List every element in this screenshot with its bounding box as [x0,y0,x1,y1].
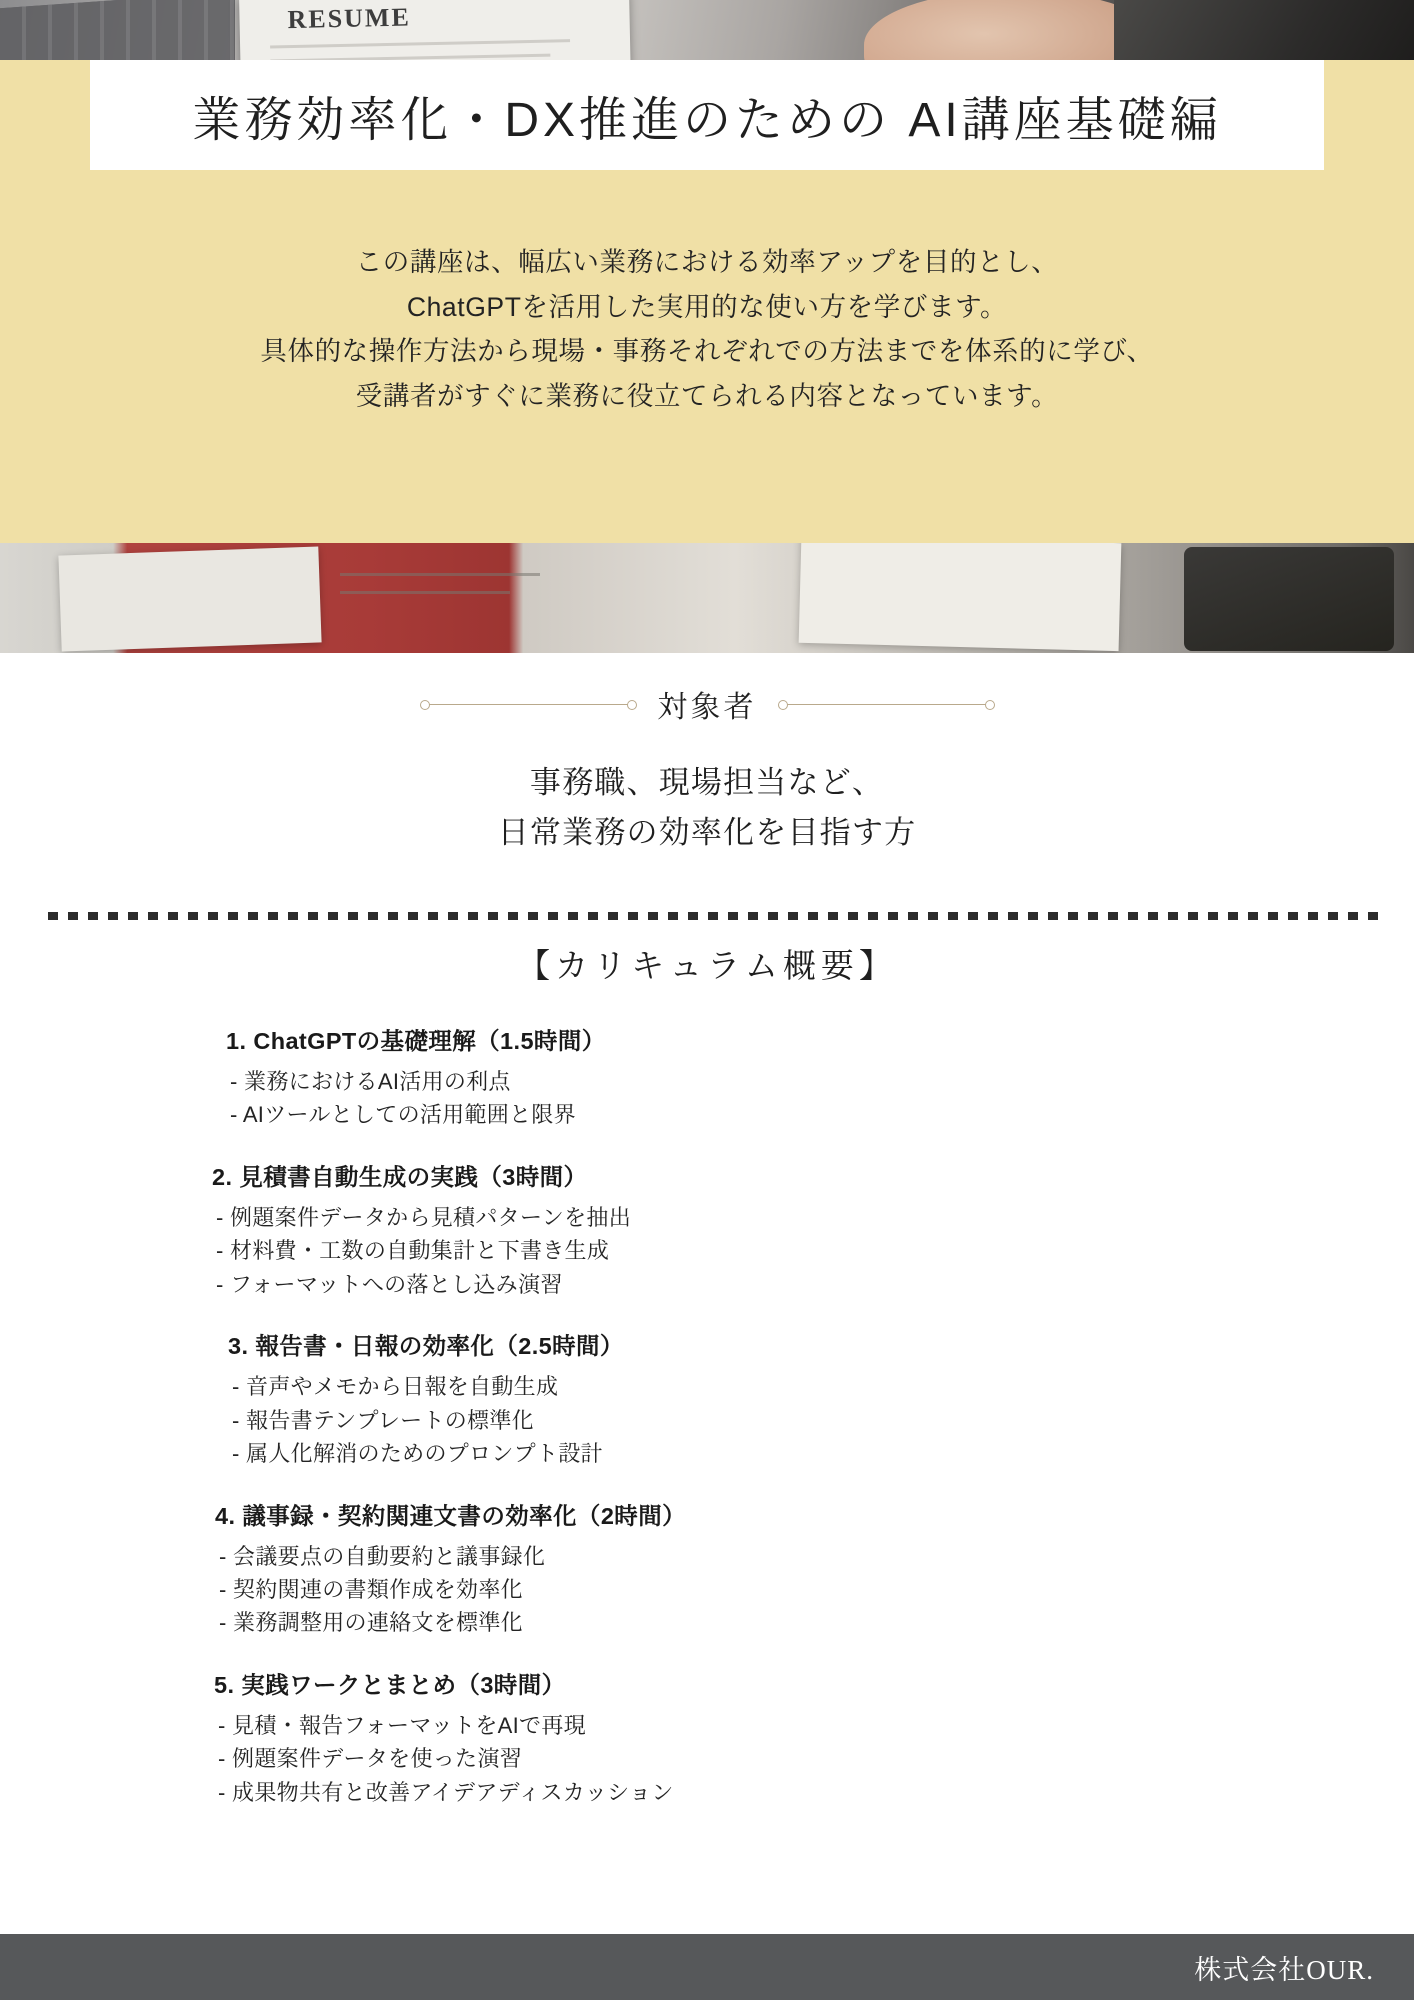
lead-line-4: 受講者がすぐに業務に役立てられる内容となっています。 [355,380,1059,411]
module-title: 4. 議事録・契約関連文書の効率化（2時間） [215,1502,686,1529]
lead-paragraph [0,240,1414,418]
module-item: - フォーマットへの落とし込み演習 [216,1271,563,1297]
module-item: - 見積・報告フォーマットをAIで再現 [218,1712,586,1738]
module-item: - 契約関連の書類作成を効率化 [219,1576,523,1602]
lead-line-2: ChatGPTを活用した実用的な使い方を学びます。 [406,291,1008,322]
module-title: 1. ChatGPTの基礎理解（1.5時間） [226,1028,606,1054]
curriculum-module [212,1158,1262,1301]
desk-photo-strip [0,543,1414,653]
module-item: - 例題案件データを使った演習 [218,1746,522,1772]
curriculum-list [212,1022,1262,1835]
heading-rule-left [421,704,636,705]
page-title: 業務効率化・DX推進のための AI講座基礎編 [192,93,1222,147]
desk-document-left [58,546,321,651]
curriculum-module [212,1497,1262,1640]
heading-rule-right [779,704,994,705]
module-item: - 材料費・工数の自動集計と下書き生成 [216,1238,610,1264]
footer-bar [0,1934,1414,2000]
curriculum-module [212,1327,1262,1470]
target-description [0,758,1414,858]
company-name: 株式会社OUR. [1194,1954,1374,1985]
module-title: 5. 実践ワークとまとめ（3時間） [214,1671,566,1698]
curriculum-heading: 【カリキュラム概要】 [517,947,897,984]
module-item: - 成果物共有と改善アイデアディスカッション [218,1779,674,1805]
lead-line-1: この講座は、幅広い業務における効率アップを目的とし、 [355,247,1059,277]
target-section-heading [0,682,1414,726]
module-item: - 音声やメモから日報を自動生成 [232,1374,559,1400]
target-line-1: 事務職、現場担当など、 [529,765,885,800]
target-heading-label: 対象者 [657,691,757,724]
module-item: - 報告書テンプレートの標準化 [232,1407,534,1433]
tablet-image [1184,547,1394,651]
module-item: - AIツールとしての活用範囲と限界 [230,1102,576,1128]
resume-label: RESUME [287,2,412,35]
module-title: 3. 報告書・日報の効率化（2.5時間） [228,1333,624,1360]
module-item: - 会議要点の自動要約と議事録化 [219,1543,546,1569]
module-item: - 業務におけるAI活用の利点 [230,1069,511,1094]
module-item: - 属人化解消のためのプロンプト設計 [232,1441,603,1467]
module-title: 2. 見積書自動生成の実践（3時間） [212,1163,588,1190]
curriculum-module [212,1666,1262,1809]
module-item: - 業務調整用の連絡文を標準化 [219,1610,523,1636]
target-line-2: 日常業務の効率化を目指す方 [497,815,917,851]
curriculum-module [212,1022,1262,1132]
lead-line-3: 具体的な操作方法から現場・事務それぞれでの方法までを体系的に学び、 [260,336,1154,367]
desk-document-right [799,543,1122,651]
title-band [90,60,1324,170]
dotted-divider [48,912,1378,920]
module-item: - 例題案件データから見積パターンを抽出 [216,1204,631,1230]
